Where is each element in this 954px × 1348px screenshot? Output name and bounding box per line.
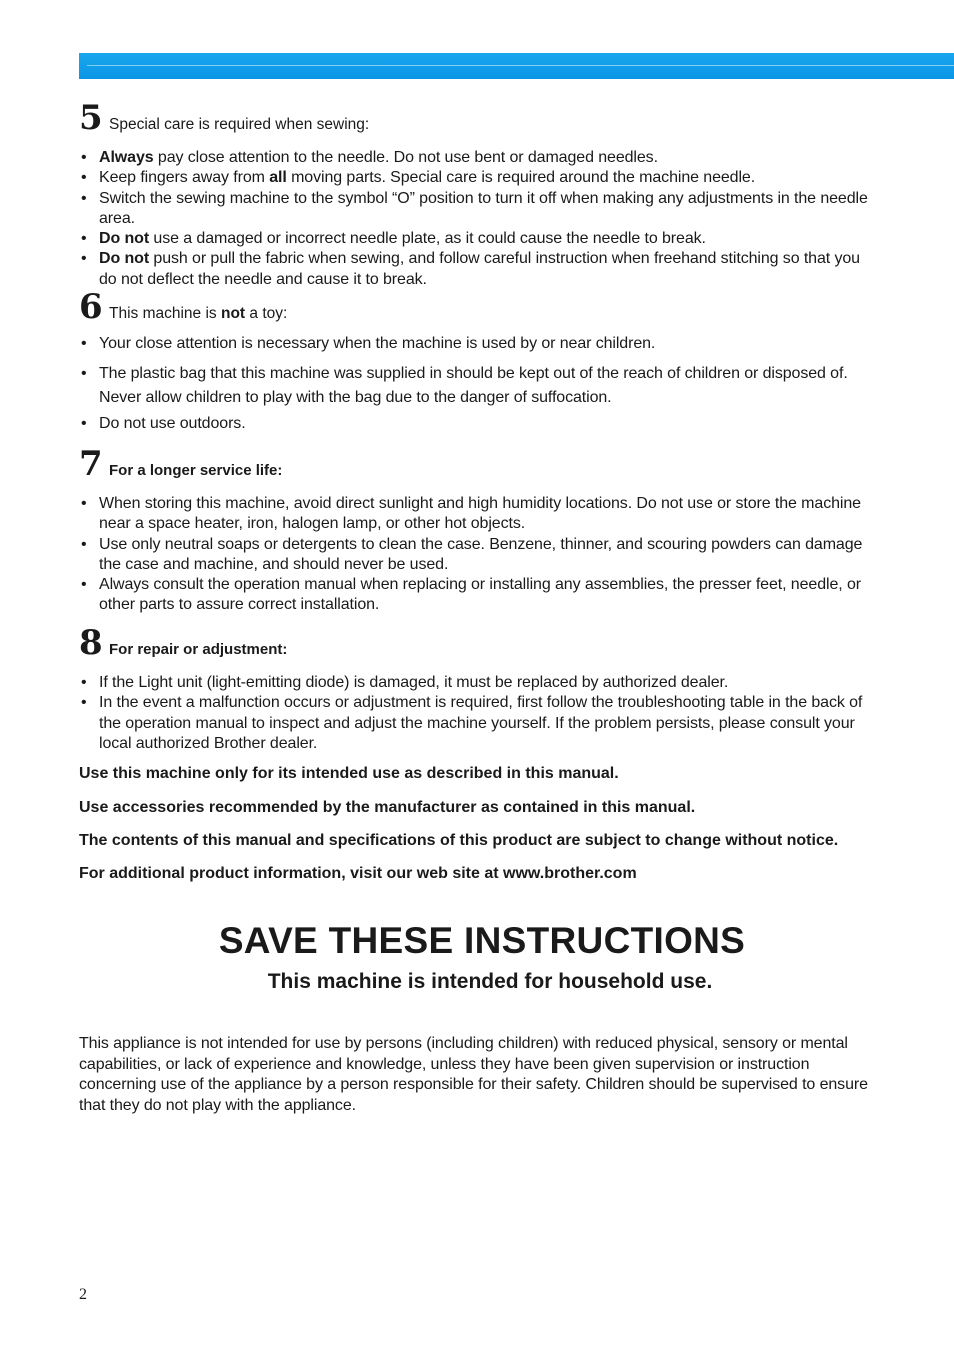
section-title: This machine is not a toy: [109, 305, 288, 322]
section-5-heading [79, 98, 370, 138]
household-subtitle: This machine is intended for household use. [267, 970, 713, 993]
list-item: • Do not use a damaged or incorrect needle plate, as it could cause the needle to break. [79, 229, 879, 249]
notice-change: The contents of this manual and specifications of this product are subject to change without notice. [79, 832, 839, 849]
list-item: • Always consult the operation manual when replacing or installing any assemblies, the presser feet, needle, or other parts to assure correct installation. [79, 575, 879, 616]
section-5-list [79, 148, 879, 290]
list-item: • In the event a malfunction occurs or adjustment is required, first follow the troubleshooting table in the back of the operation manual to inspect and adjust the machine yourself. If the problem persists, please consult your local authorized Brother dealer. [79, 693, 879, 754]
list-item: • When storing this machine, avoid direct sunlight and high humidity locations. Do not use or store the machine near a space heater, iron, halogen lamp, or other hot objects. [79, 494, 879, 535]
list-item: • Your close attention is necessary when the machine is used by or near children. [79, 334, 879, 354]
section-title: For repair or adjustment: [109, 641, 288, 658]
list-item: • Always pay close attention to the needle. Do not use bent or damaged needles. [79, 148, 879, 168]
section-7-list [79, 494, 879, 616]
section-6-heading [79, 287, 288, 327]
notice-intended-use: Use this machine only for its intended use as described in this manual. [79, 765, 619, 782]
list-item: • If the Light unit (light-emitting diode) is damaged, it must be replaced by authorized dealer. [79, 673, 879, 693]
save-instructions-title: SAVE THESE INSTRUCTIONS [218, 920, 746, 961]
section-8-list [79, 673, 879, 754]
section-number: 7 [79, 444, 103, 484]
list-item: • Switch the sewing machine to the symbol “O” position to turn it off when making any adjustments in the needle area. [79, 189, 879, 230]
section-6-list [79, 334, 879, 442]
header-rule [87, 65, 954, 66]
section-title: Special care is required when sewing: [109, 116, 370, 133]
list-item: • Keep fingers away from all moving parts. Special care is required around the machine needle. [79, 168, 879, 188]
page-number: 2 [79, 1286, 87, 1303]
list-item: • Do not use outdoors. [79, 414, 879, 434]
section-title: For a longer service life: [109, 462, 283, 479]
appliance-notice: This appliance is not intended for use by persons (including children) with reduced physical, sensory or mental capabilities, or lack of experience and knowledge, unless they have been given supervision or instruction concerning use of the appliance by a person responsible for their safety. Children should be supervised to ensure that they do not play with the appliance. [79, 1035, 868, 1114]
notice-website: For additional product information, visit our web site at www.brother.com [79, 865, 637, 882]
section-7-heading [79, 444, 283, 484]
section-number: 8 [79, 623, 103, 663]
section-8-heading [79, 623, 288, 663]
list-item: • Do not push or pull the fabric when sewing, and follow careful instruction when freehand stitching so that you do not deflect the needle and cause it to break. [79, 249, 879, 290]
header-bar [79, 53, 954, 79]
list-item: • The plastic bag that this machine was supplied in should be kept out of the reach of children or disposed of. Never allow children to play with the bag due to the danger of suffocation. [79, 362, 879, 410]
section-number: 5 [79, 98, 103, 138]
section-number: 6 [79, 287, 103, 327]
list-item: • Use only neutral soaps or detergents to clean the case. Benzene, thinner, and scouring powders can damage the case and machine, and should never be used. [79, 535, 879, 576]
notice-accessories: Use accessories recommended by the manufacturer as contained in this manual. [79, 799, 696, 816]
